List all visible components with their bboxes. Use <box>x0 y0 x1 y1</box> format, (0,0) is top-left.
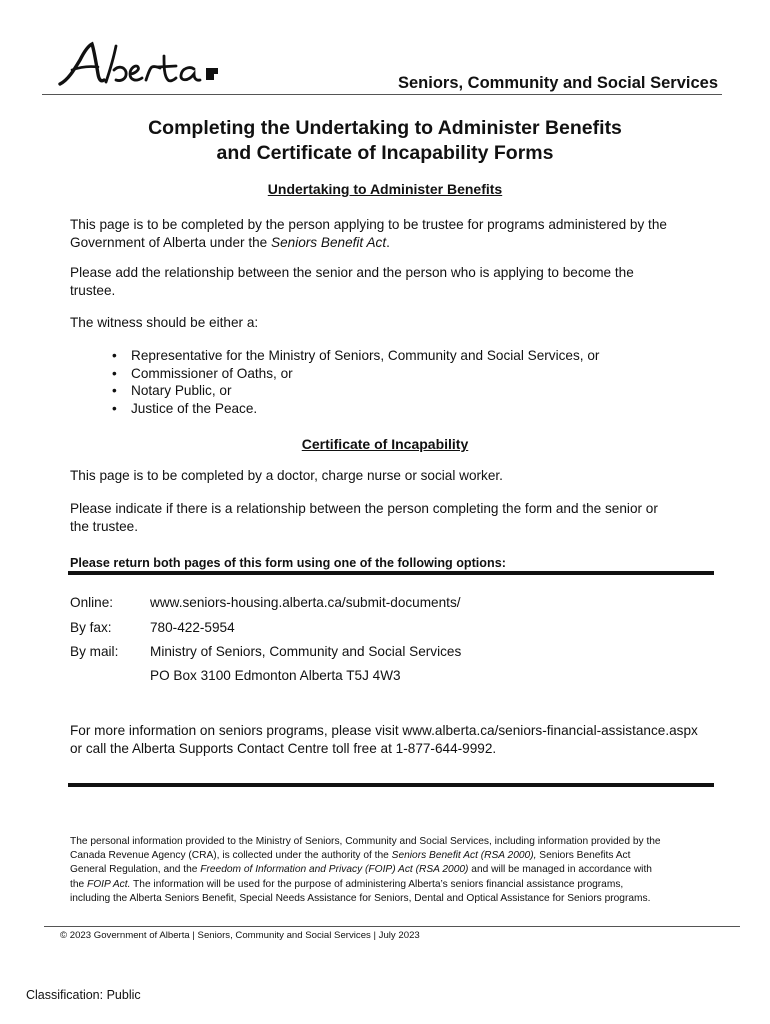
certificate-paragraph-2 <box>70 500 710 535</box>
fax-label: By fax: <box>70 620 112 635</box>
undertaking-para2-line1: Please add the relationship between the senior and the person who is applying to become the <box>70 265 634 280</box>
return-options-heading: Please return both pages of this form using one of the following options: <box>70 556 506 570</box>
copyright-footer: © 2023 Government of Alberta | Seniors, Community and Social Services | July 2023 <box>60 930 420 941</box>
alberta-logo <box>54 40 229 92</box>
mail-address-line-1: Ministry of Seniors, Community and Social Services <box>150 644 462 659</box>
list-item: • Justice of the Peace. <box>112 400 599 418</box>
witness-intro: The witness should be either a: <box>70 315 259 330</box>
more-info-line1: For more information on seniors programs, please visit www.alberta.ca/seniors-financial-assistance.aspx <box>70 723 698 738</box>
header-divider <box>42 94 722 95</box>
privacy-line-2 <box>70 849 740 863</box>
privacy-line-4 <box>70 878 740 892</box>
mail-address-line-2: PO Box 3100 Edmonton Alberta T5J 4W3 <box>150 668 401 683</box>
privacy-line-3 <box>70 863 740 877</box>
list-item: • Commissioner of Oaths, or <box>112 365 599 383</box>
department-name: Seniors, Community and Social Services <box>397 74 718 92</box>
page-title <box>0 116 770 166</box>
online-link[interactable]: www.seniors-housing.alberta.ca/submit-documents/ <box>150 595 461 610</box>
undertaking-para1-line1: This page is to be completed by the person applying to be trustee for programs administered by the <box>70 217 667 232</box>
witness-list <box>112 347 599 417</box>
certificate-para2-line2: the trustee. <box>70 518 139 534</box>
fax-number: 780-422-5954 <box>150 620 235 635</box>
privacy-text: Canada Revenue Agency (CRA), is collected under the authority of the <box>70 850 392 862</box>
list-item: • Notary Public, or <box>112 382 599 400</box>
privacy-text: and will be managed in accordance with <box>468 864 652 876</box>
privacy-text: General Regulation, and the <box>70 864 201 876</box>
undertaking-paragraph-1 <box>70 216 710 251</box>
more-info-line2: or call the Alberta Supports Contact Centre toll free at 1-877-644-9992. <box>70 740 497 756</box>
footer-divider <box>44 926 740 927</box>
list-item: • Representative for the Ministry of Seniors, Community and Social Services, or <box>112 347 599 365</box>
section-divider <box>68 783 714 787</box>
foip-act-italic: Freedom of Information and Privacy (FOIP) Act (RSA 2000) <box>200 864 469 876</box>
title-line-1: Completing the Undertaking to Administer Benefits <box>148 117 622 139</box>
return-options-divider <box>68 571 714 575</box>
more-info <box>70 722 710 757</box>
privacy-statement <box>70 835 740 906</box>
classification-label: Classification: Public <box>26 988 141 1002</box>
certificate-para2-line1: Please indicate if there is a relationship between the person completing the form and the senior or <box>70 501 658 516</box>
privacy-text: Seniors Benefits Act <box>536 850 631 862</box>
undertaking-para1-line2 <box>70 234 710 252</box>
certificate-paragraph-1: This page is to be completed by a doctor, charge nurse or social worker. <box>70 468 503 483</box>
para1-suffix: . <box>386 234 390 250</box>
privacy-text: The information will be used for the purpose of administering Alberta’s seniors financial assistance programs, <box>130 878 624 890</box>
seniors-benefit-act-italic: Seniors Benefit Act <box>271 234 387 250</box>
mail-label: By mail: <box>70 644 119 659</box>
undertaking-para2-line2: trustee. <box>70 282 116 298</box>
title-line-2: and Certificate of Incapability Forms <box>216 142 554 164</box>
para1-prefix: Government of Alberta under the <box>70 234 272 250</box>
undertaking-paragraph-2 <box>70 264 710 299</box>
undertaking-heading: Undertaking to Administer Benefits <box>267 181 503 197</box>
privacy-act-italic: Seniors Benefit Act (RSA 2000), <box>391 850 537 862</box>
foip-act-short-italic: FOIP Act. <box>87 878 131 890</box>
privacy-text: the <box>70 878 87 890</box>
privacy-line-1: The personal information provided to the Ministry of Seniors, Community and Social Services, including information provided by the <box>70 836 661 847</box>
online-label: Online: <box>70 595 114 610</box>
privacy-line-5: including the Alberta Seniors Benefit, Special Needs Assistance for Seniors, Dental and Optical Assistance for Seniors programs. <box>70 892 651 904</box>
certificate-heading: Certificate of Incapability <box>301 436 469 452</box>
